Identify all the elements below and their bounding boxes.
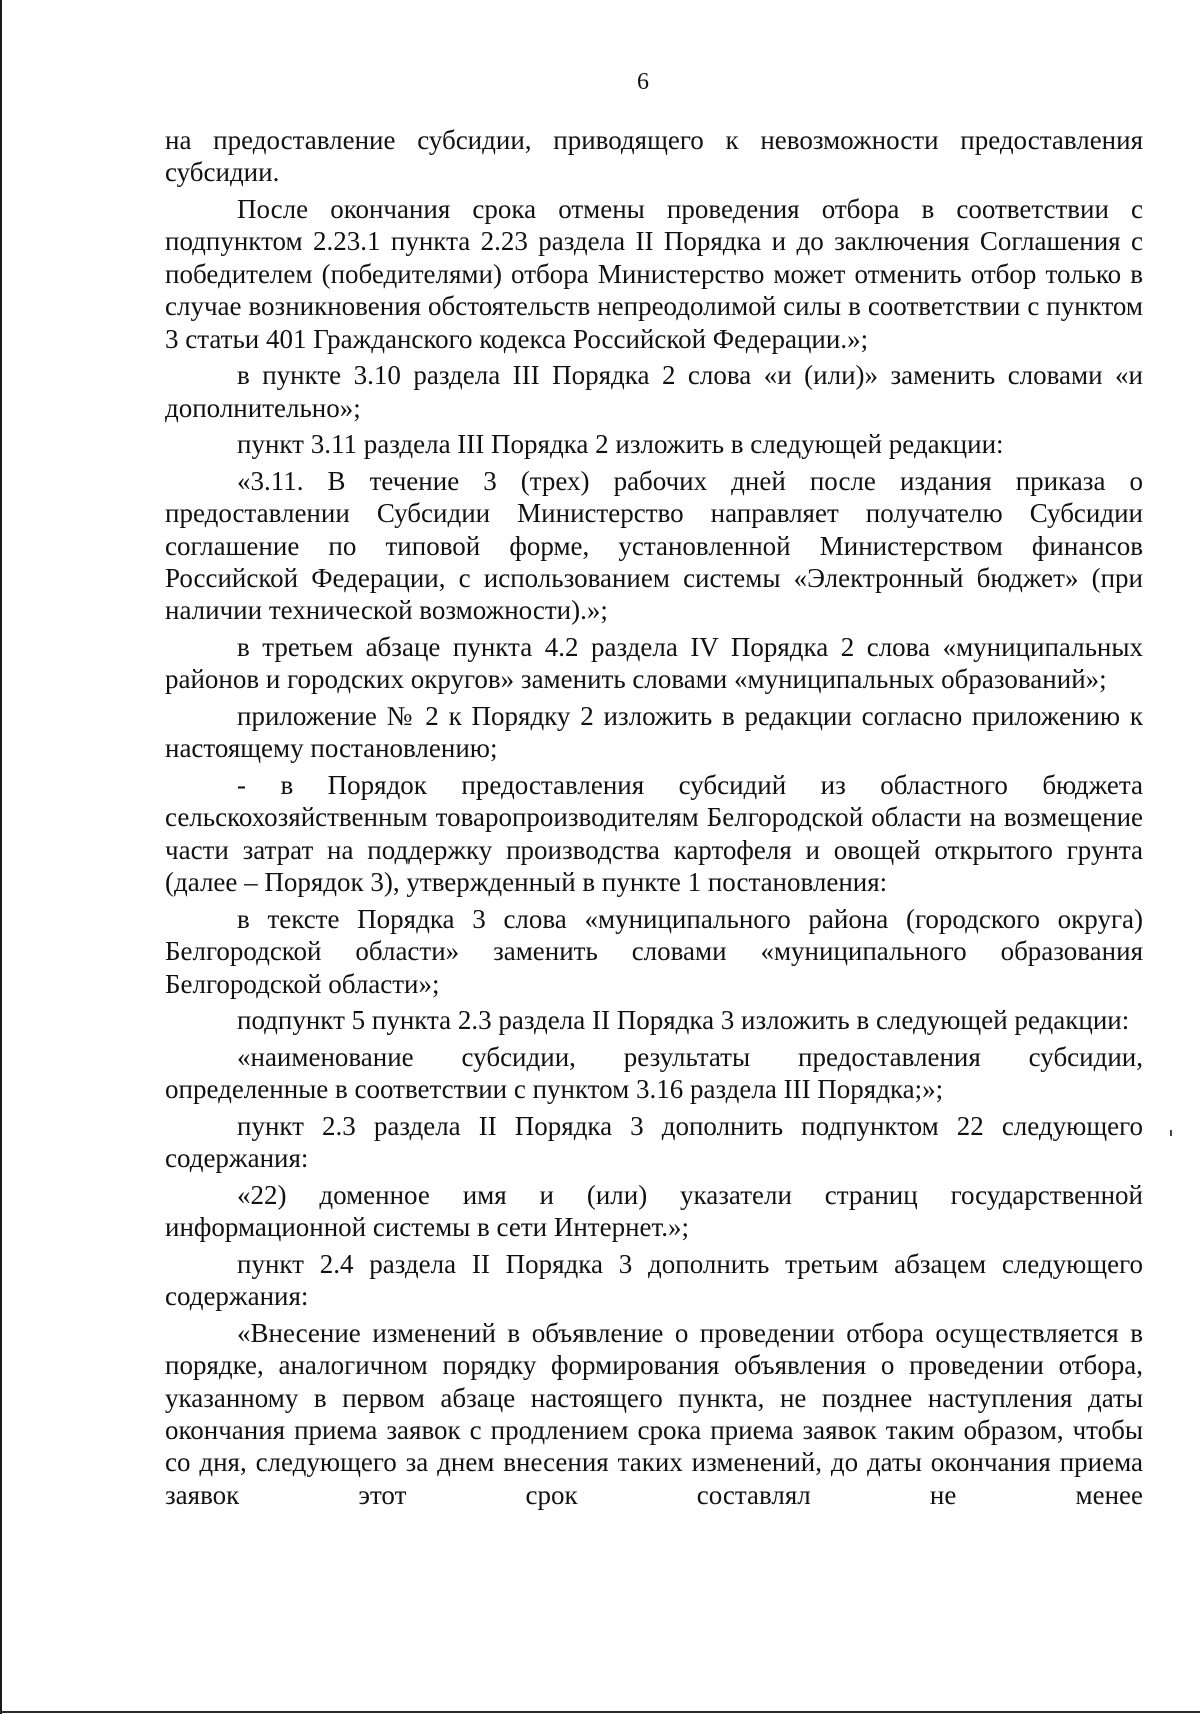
paragraph-subpoint-5: подпункт 5 пункта 2.3 раздела II Порядка 3 изложить в следующей редакции: [237,1005,1130,1036]
paragraph-subpoint-22-intro: пункт 2.3 раздела II Порядка 3 дополнить подпунктом 22 следующего содержания: [165,1110,1143,1174]
paragraph-subpoint-5-text: «наименование субсидии, результаты предоставления субсидии, определенные в соответствии с пунктом 3.16 раздела III Порядка;»; [165,1041,1143,1105]
paragraph-continuation: на предоставление субсидии, приводящего к невозможности предоставления субсидии. [165,125,1143,188]
paragraph-point-4-2: в третьем абзаце пункта 4.2 раздела IV Порядка 2 слова «муниципальных районов и городских округов» заменить словами «муниципальных образований»; [165,632,1143,695]
scan-artifact [1170,1130,1172,1136]
paragraph-cancel-selection: После окончания срока отмены проведения отбора в соответствии с подпунктом 2.23.1 пункта 2.23 раздела II Порядка и до заключения Соглашения с победителем (победителями) отбора Министерство может отменить отбор только в случае возникновения обстоятельств непреодолимой силы в соответствии с пунктом 3 статьи 401 Гражданского кодекса Российской Федерации.»; [165,194,1143,354]
page-number: 6 [637,69,649,95]
paragraph-subpoint-22-text: «22) доменное имя и (или) указатели страниц государственной информационной системы в сети Интернет.»; [165,1179,1143,1243]
paragraph-appendix-2: приложение № 2 к Порядку 2 изложить в редакции согласно приложению к настоящему постановлению; [165,701,1143,764]
paragraph-point-3-11-intro: пункт 3.11 раздела III Порядка 2 изложить в следующей редакции: [237,429,1004,460]
page-border-bottom [0,1711,1200,1713]
paragraph-point-2-4-text: «Внесение изменений в объявление о проведении отбора осуществляется в порядке, аналогичном порядку формирования объявления о проведении отбора, указанному в первом абзаце настоящего пункта, не позднее наступления даты окончания приема заявок с продлением срока приема заявок таким образом, чтобы со дня, следующего за днем внесения таких изменений, до даты окончания приема заявок этот срок составлял не менее [165,1317,1143,1510]
paragraph-order-3-text-replace: в тексте Порядка 3 слова «муниципального района (городского округа) Белгородской области» заменить словами «муниципального образования Белгородской области»; [165,903,1143,999]
paragraph-point-2-4-intro: пункт 2.4 раздела II Порядка 3 дополнить третьим абзацем следующего содержания: [165,1248,1143,1312]
paragraph-point-3-10: в пункте 3.10 раздела III Порядка 2 слова «и (или)» заменить словами «и дополнительно»; [165,360,1143,423]
page-border-left [0,0,2,1714]
paragraph-point-3-11-text: «3.11. В течение 3 (трех) рабочих дней после издания приказа о предоставлении Субсидии Министерство направляет получателю Субсидии соглашение по типовой форме, установленной Министерством финансов Российской Федерации, с использованием системы «Электронный бюджет» (при наличии технической возможности).»; [165,465,1143,626]
paragraph-order-3-intro: - в Порядок предоставления субсидий из областного бюджета сельскохозяйственным товаропроизводителям Белгородской области на возмещение части затрат на поддержку производства картофеля и овощей открытого грунта (далее – Порядок 3), утвержденный в пункте 1 постановления: [165,770,1143,898]
document-body [165,124,1143,1515]
